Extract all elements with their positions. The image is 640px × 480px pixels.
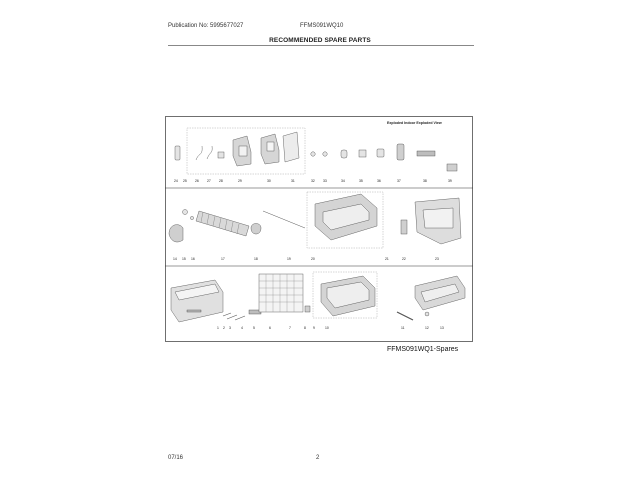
callout-label: 25 [183, 179, 187, 183]
row2-labels [173, 257, 439, 261]
callout-label: 27 [207, 179, 211, 183]
row3-parts [171, 272, 465, 322]
callout-label: 21 [385, 257, 389, 261]
callout-label: 13 [440, 326, 444, 330]
callout-label: 34 [341, 179, 345, 183]
callout-label: 26 [195, 179, 199, 183]
part-air-filter [259, 274, 303, 312]
part-connecting-rod [263, 211, 305, 228]
callout-label: 29 [238, 179, 242, 183]
footer-date: 07/16 [168, 455, 184, 461]
callout-label: 19 [287, 257, 291, 261]
callout-label: 17 [221, 257, 225, 261]
callout-label: 23 [435, 257, 439, 261]
part-swing-motor [425, 312, 429, 316]
callout-label: 4 [241, 326, 243, 330]
callout-label: 31 [291, 179, 295, 183]
part-blower-wheel [196, 211, 249, 236]
part-connector [218, 152, 224, 158]
callout-label: 15 [182, 257, 186, 261]
callout-label: 24 [174, 179, 178, 183]
part-clip [341, 150, 347, 158]
part-remote-control [397, 144, 404, 160]
callout-label: 3 [229, 326, 231, 330]
part-drain-hose [397, 312, 413, 320]
callout-label: 2 [223, 326, 225, 330]
part-wire-harness [196, 146, 202, 160]
part-ring [190, 216, 193, 219]
callout-label: 18 [254, 257, 258, 261]
callout-label: 20 [311, 257, 315, 261]
part-receiver [377, 149, 384, 157]
exploded-view-diagram [165, 116, 473, 342]
callout-label: 11 [401, 326, 405, 330]
row1-parts [175, 128, 457, 174]
callout-label: 39 [448, 179, 452, 183]
page-number: 2 [316, 455, 320, 461]
row1-labels [174, 179, 452, 183]
callout-label: 28 [219, 179, 223, 183]
callout-label: 6 [269, 326, 271, 330]
callout-label: 35 [359, 179, 363, 183]
page-title: RECOMMENDED SPARE PARTS [269, 37, 371, 44]
callout-label: 16 [191, 257, 195, 261]
part-panel-screws [223, 313, 245, 320]
part-display-board [359, 150, 366, 157]
callout-label: 37 [397, 179, 401, 183]
part-sensor-bracket [175, 146, 180, 160]
callout-label: 9 [313, 326, 315, 330]
callout-label: 10 [325, 326, 329, 330]
part-pcb-cover [283, 132, 299, 162]
model-number: FFMS091WQ10 [300, 23, 344, 29]
part-pipe-clamp [401, 220, 407, 234]
part-battery-cover [447, 164, 457, 171]
callout-label: 22 [402, 257, 406, 261]
callout-label: 1 [217, 326, 219, 330]
callout-label: 33 [323, 179, 327, 183]
publication-number: Publication No: 5995677027 [168, 23, 244, 29]
callout-label: 12 [425, 326, 429, 330]
header-rule [168, 45, 474, 46]
part-control-cover [239, 146, 247, 156]
part-bearing-holder [169, 225, 183, 242]
part-pcb-chip [267, 142, 274, 151]
callout-label: 30 [267, 179, 271, 183]
view-title: Exploded Indoor Exploded View [387, 121, 442, 125]
row2-parts [169, 192, 461, 248]
callout-label: 36 [377, 179, 381, 183]
part-nut [323, 152, 327, 156]
figure-caption: FFMS091WQ1-Spares [387, 346, 459, 353]
part-mounting-plate-window [423, 208, 453, 228]
row3-labels [217, 326, 444, 330]
part-display-lens [187, 310, 201, 312]
part-bearing [183, 210, 188, 215]
part-wire-harness-2 [207, 146, 212, 159]
callout-label: 38 [423, 179, 427, 183]
callout-label: 32 [311, 179, 315, 183]
part-filter-strip [417, 151, 435, 156]
callout-label: 5 [253, 326, 255, 330]
callout-label: 8 [304, 326, 306, 330]
part-screw [311, 152, 315, 156]
callout-label: 7 [289, 326, 291, 330]
part-filter-clip [305, 306, 310, 312]
part-fan-motor [251, 224, 261, 235]
callout-label: 14 [173, 257, 177, 261]
